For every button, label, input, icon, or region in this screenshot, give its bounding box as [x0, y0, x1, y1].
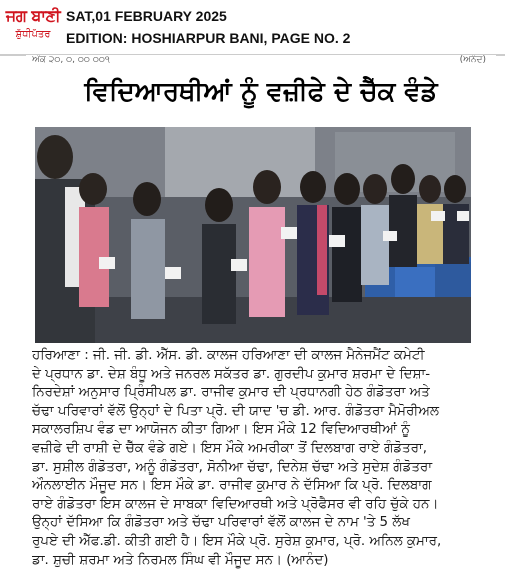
students-receiving-cheques-image — [35, 127, 471, 343]
article-line: ਵਜ਼ੀਫੇ ਦੀ ਰਾਸ਼ੀ ਦੇ ਚੈੱਕ ਵੰਡੇ ਗਏ। ਇਸ ਮੌਕੇ ਅਮਰੀਕਾ ਤੋਂ ਦਿਲਬਾਗ ਰਾਏ ਗੰਡੋਤਰਾ, — [32, 440, 427, 456]
cropped-previous-text — [32, 55, 492, 67]
logo-title: ਜਗ ਬਾਣੀ — [5, 6, 61, 25]
logo-subtitle: ਸ਼ੁੱਧੀਪੱਤਰ — [15, 29, 51, 40]
article-line: ਚੱਢਾ ਪਰਿਵਾਰਾਂ ਵੱਲੋਂ ਉਨ੍ਹਾਂ ਦੇ ਪਿਤਾ ਪ੍ਰੋ. ਦੀ ਯਾਦ 'ਚ ਡੀ. ਆਰ. ਗੰਡੋਤਰਾ ਮੈਮੋਰੀਅਲ — [32, 403, 439, 419]
newspaper-logo — [4, 4, 62, 48]
article-line: ਉਨ੍ਹਾਂ ਦੱਸਿਆ ਕਿ ਗੰਡੋਤਰਾ ਅਤੇ ਚੱਢਾ ਪਰਿਵਾਰਾਂ ਵੱਲੋਂ ਕਾਲਜ ਦੇ ਨਾਮ 'ਤੇ 5 ਲੱਖ — [32, 515, 410, 531]
article-line: ਹਰਿਆਣਾ : ਜੀ. ਜੀ. ਡੀ. ਐੱਸ. ਡੀ. ਕਾਲਜ ਹਰਿਆਣਾ ਦੀ ਕਾਲਜ ਮੈਨੇਜਮੈਂਟ ਕਮੇਟੀ — [32, 348, 425, 363]
article-headline: ਵਿਦਿਆਰਥੀਆਂ ਨੂੰ ਵਜ਼ੀਫੇ ਦੇ ਚੈੱਕ ਵੰਡੇ — [84, 77, 438, 107]
cropped-right-text: (ਅਨੰਦ) — [459, 55, 486, 65]
article-line: ਡਾ. ਸ਼ੁਚੀ ਸ਼ਰਮਾ ਅਤੇ ਨਿਰਮਲ ਸਿੰਘ ਵੀ ਮੌਜੂਦ ਸਨ। (ਆਨੰਦ) — [32, 552, 329, 568]
article-line: ਸਕਾਲਰਸ਼ਿਪ ਵੰਡ ਦਾ ਆਯੋਜਨ ਕੀਤਾ ਗਿਆ। ਇਸ ਮੌਕੇ 12 ਵਿਦਿਆਰਥੀਆਂ ਨੂੰ — [32, 422, 410, 438]
article-line: ਦੇ ਪ੍ਰਧਾਨ ਡਾ. ਦੇਸ਼ ਬੰਧੂ ਅਤੇ ਜਨਰਲ ਸਕੱਤਰ ਡਾ. ਗੁਰਦੀਪ ਕੁਮਾਰ ਸ਼ਰਮਾ ਦੇ ਦਿਸ਼ਾ- — [32, 366, 431, 382]
article-body — [32, 347, 492, 570]
clipping-header — [0, 0, 505, 56]
article-line: ਨਿਰਦੇਸ਼ਾਂ ਅਨੁਸਾਰ ਪ੍ਰਿੰਸੀਪਲ ਡਾ. ਰਾਜੀਵ ਕੁਮਾਰ ਦੀ ਪ੍ਰਧਾਨਗੀ ਹੇਠ ਗੰਡੋਤਰਾ ਅਤੇ — [32, 385, 430, 401]
news-photo — [35, 127, 471, 343]
news-clipping — [26, 55, 496, 568]
cropped-left-text: ਅੰਕ ੨੦, ੦, ੦੦ ੦੦੧ — [32, 55, 110, 65]
article-line: ਡਾ. ਸੁਸ਼ੀਲ ਗੰਡੋਤਰਾ, ਅਨੂੰ ਗੰਡੋਤਰਾ, ਸੋਨੀਆ ਚੱਢਾ, ਦਿਨੇਸ਼ ਚੱਢਾ ਅਤੇ ਸੁਦੇਸ਼ ਗੰਡੋਤਰਾ — [32, 459, 433, 475]
article-line: ਔਨਲਾਈਨ ਮੌਜੂਦ ਸਨ। ਇਸ ਮੌਕੇ ਡਾ. ਰਾਜੀਵ ਕੁਮਾਰ ਨੇ ਦੱਸਿਆ ਕਿ ਪ੍ਰੋ. ਦਿਲਬਾਗ — [32, 478, 432, 494]
article-line: ਰਾਏ ਗੰਡੋਤਰਾ ਇਸ ਕਾਲਜ ਦੇ ਸਾਬਕਾ ਵਿਦਿਆਰਥੀ ਅਤੇ ਪ੍ਰੋਫੈਸਰ ਵੀ ਰਹਿ ਚੁੱਕੇ ਹਨ। — [32, 496, 439, 512]
edition-info: EDITION: HOSHIARPUR BANI, PAGE NO. 2 — [66, 30, 351, 46]
publication-date: SAT,01 FEBRUARY 2025 — [66, 8, 227, 24]
article-line: ਰੁਪਏ ਦੀ ਐੱਫ.ਡੀ. ਕੀਤੀ ਗਈ ਹੈ। ਇਸ ਮੌਕੇ ਪ੍ਰੋ. ਸੁਰੇਸ਼ ਕੁਮਾਰ, ਪ੍ਰੋ. ਅਨਿਲ ਕੁਮਾਰ, — [32, 533, 442, 549]
